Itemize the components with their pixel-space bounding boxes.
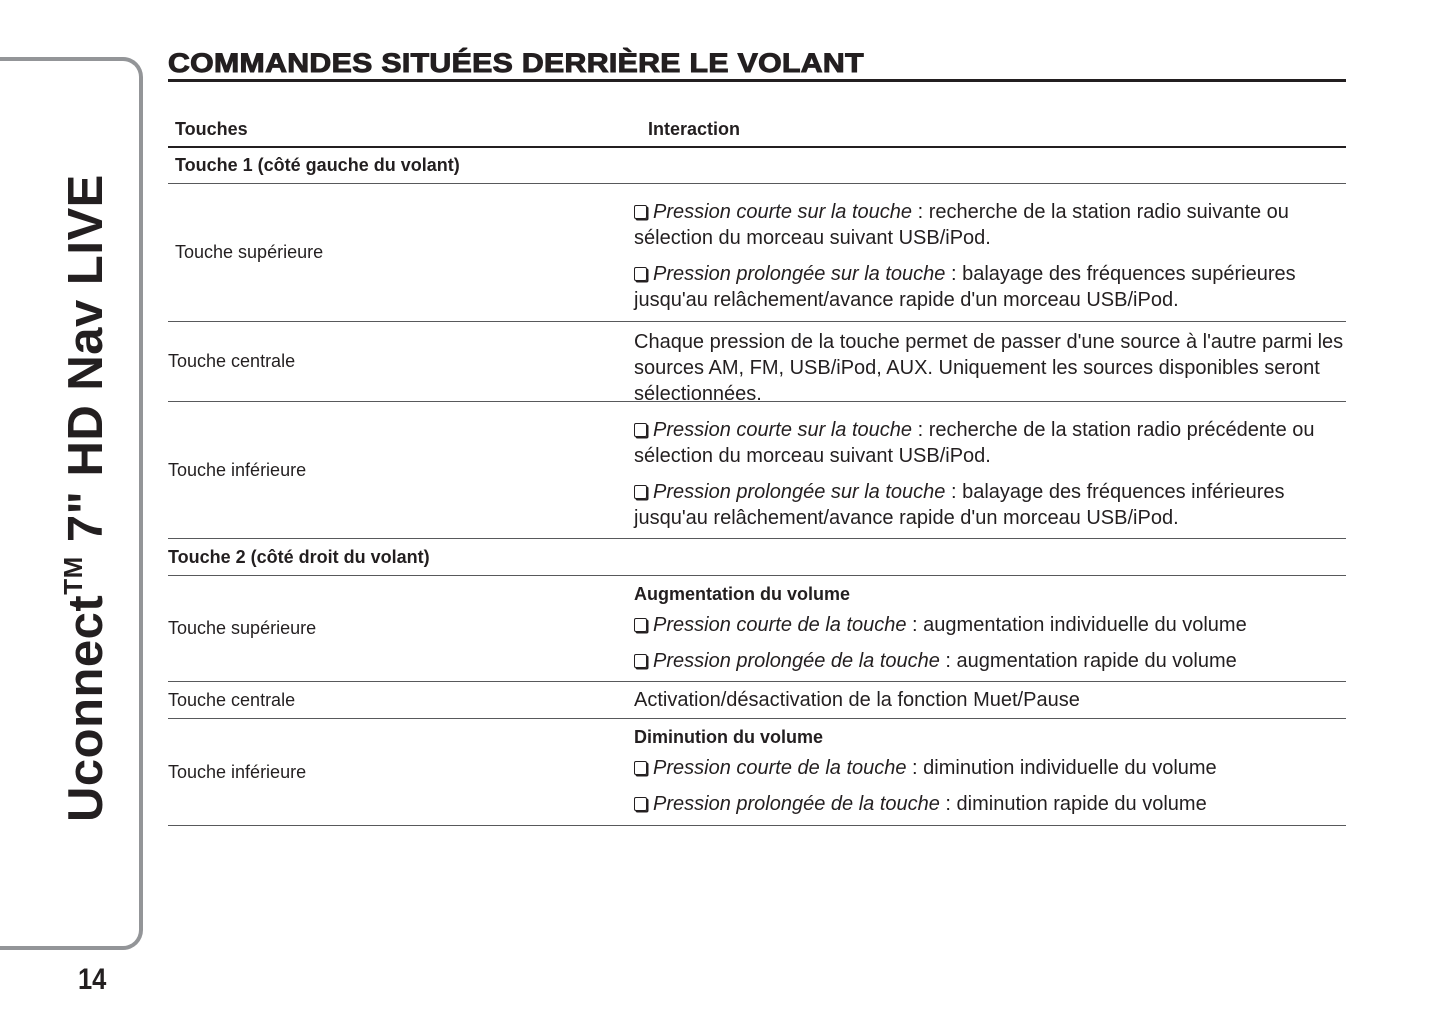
row-interaction xyxy=(634,184,1346,321)
row-subheading: Augmentation du volume xyxy=(634,584,850,604)
checkbox-bullet-icon xyxy=(634,423,647,437)
action-description: : balayage des fréquences inférieures jusqu'au relâchement/avance rapide d'un morceau USB/iPod. xyxy=(634,481,1285,529)
list-item xyxy=(634,479,1346,531)
chapter-title-rest: 7" HD Nav LIVE xyxy=(59,174,113,557)
table-row xyxy=(168,576,1346,682)
checkbox-bullet-icon xyxy=(634,797,647,811)
group-label: Touche 1 (côté gauche du volant) xyxy=(175,155,460,175)
list-item xyxy=(634,612,1346,638)
row-key: Touche centrale xyxy=(168,689,296,710)
list-item xyxy=(634,199,1346,251)
row-interaction xyxy=(634,402,1346,538)
action-description: : augmentation individuelle du volume xyxy=(906,614,1247,636)
action-label: Pression prolongée de la touche xyxy=(653,650,940,672)
trademark-mark: TM xyxy=(58,556,88,595)
action-label: Pression prolongée sur la touche xyxy=(653,481,946,503)
checkbox-bullet-icon xyxy=(634,654,647,668)
action-description: : diminution rapide du volume xyxy=(939,793,1207,815)
checkbox-bullet-icon xyxy=(634,761,647,775)
row-interaction: Activation/désactivation de la fonction Muet/Pause xyxy=(634,689,1080,711)
row-key: Touche centrale xyxy=(168,351,296,371)
checkbox-bullet-icon xyxy=(634,485,647,499)
chapter-side-title xyxy=(60,174,111,822)
list-item xyxy=(634,261,1346,313)
checkbox-bullet-icon xyxy=(634,205,647,219)
table-row xyxy=(168,682,1346,719)
action-description: : augmentation rapide du volume xyxy=(939,650,1237,672)
row-interaction xyxy=(634,719,1346,825)
row-key: Touche supérieure xyxy=(168,618,317,638)
action-description: : diminution individuelle du volume xyxy=(906,757,1217,779)
list-item xyxy=(634,755,1346,781)
header-interaction: Interaction xyxy=(648,118,741,139)
controls-table xyxy=(168,112,1346,826)
list-item xyxy=(634,417,1346,469)
action-label: Pression prolongée de la touche xyxy=(653,793,940,815)
row-key: Touche inférieure xyxy=(168,761,307,782)
page-number: 14 xyxy=(78,963,107,996)
table-row xyxy=(168,719,1346,826)
action-description: : balayage des fréquences supérieures jusqu'au relâchement/avance rapide d'un morceau USB/iPod. xyxy=(634,263,1296,311)
row-subheading: Diminution du volume xyxy=(634,727,823,747)
row-interaction xyxy=(634,576,1346,681)
list-item xyxy=(634,791,1346,817)
table-row xyxy=(168,402,1346,539)
checkbox-bullet-icon xyxy=(634,267,647,281)
section-heading-text: COMMANDES SITUÉES DERRIÈRE LE VOLANT xyxy=(168,48,864,78)
checkbox-bullet-icon xyxy=(634,618,647,632)
action-description: : recherche de la station radio suivante ou sélection du morceau suivant USB/iPod. xyxy=(634,201,1289,249)
action-description: : recherche de la station radio précédente ou sélection du morceau suivant USB/iPod. xyxy=(634,419,1315,467)
group-row-touche-1 xyxy=(168,148,1346,184)
group-row-touche-2 xyxy=(168,539,1346,576)
header-touches: Touches xyxy=(175,118,248,139)
action-label: Pression prolongée sur la touche xyxy=(653,263,946,285)
action-label: Pression courte sur la touche xyxy=(653,419,913,441)
action-label: Pression courte de la touche xyxy=(653,614,907,636)
chapter-title-main: Uconnect xyxy=(59,594,113,822)
action-label: Pression courte sur la touche xyxy=(653,201,913,223)
group-label: Touche 2 (côté droit du volant) xyxy=(168,546,430,567)
row-key: Touche inférieure xyxy=(168,459,307,480)
row-interaction: Chaque pression de la touche permet de passer d'une source à l'autre parmi les sources AM, FM, USB/iPod, AUX. Uniquement les sources disponibles seront sélectionnées. xyxy=(634,331,1344,405)
section-heading xyxy=(168,48,1346,82)
row-key: Touche supérieure xyxy=(175,242,324,262)
action-label: Pression courte de la touche xyxy=(653,757,907,779)
table-header xyxy=(168,112,1346,148)
list-item xyxy=(634,648,1346,674)
table-row xyxy=(168,322,1346,405)
table-row xyxy=(168,184,1346,322)
